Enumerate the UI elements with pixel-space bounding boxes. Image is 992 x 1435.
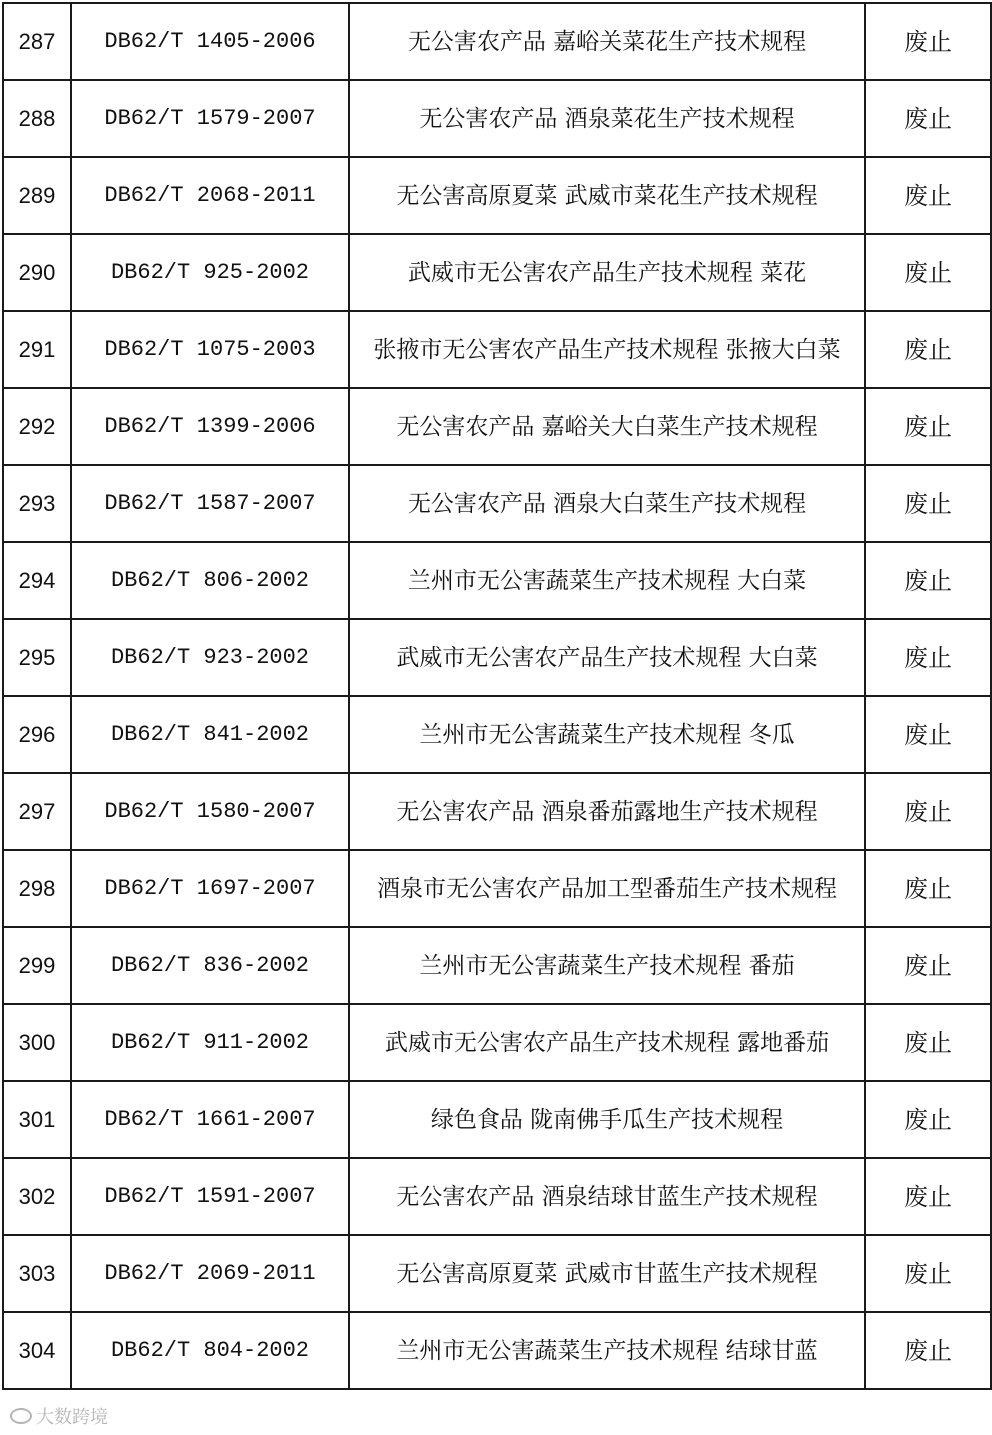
table-row (3, 388, 991, 465)
standard-title-cell: 武威市无公害农产品生产技术规程 菜花 (349, 234, 865, 311)
standard-code-cell: DB62/T 806-2002 (71, 542, 349, 619)
row-number-cell: 300 (3, 1004, 71, 1081)
standard-code-cell: DB62/T 1399-2006 (71, 388, 349, 465)
status-cell: 废止 (865, 850, 991, 927)
table-row (3, 619, 991, 696)
table-row (3, 80, 991, 157)
standard-title-cell: 无公害农产品 酒泉结球甘蓝生产技术规程 (349, 1158, 865, 1235)
standard-code-cell: DB62/T 1579-2007 (71, 80, 349, 157)
standard-code-cell: DB62/T 841-2002 (71, 696, 349, 773)
standard-code-cell: DB62/T 925-2002 (71, 234, 349, 311)
table-row (3, 1004, 991, 1081)
standard-title-cell: 兰州市无公害蔬菜生产技术规程 番茄 (349, 927, 865, 1004)
standard-title-cell: 无公害农产品 嘉峪关大白菜生产技术规程 (349, 388, 865, 465)
standard-code-cell: DB62/T 836-2002 (71, 927, 349, 1004)
status-cell: 废止 (865, 696, 991, 773)
standard-title-cell: 无公害农产品 酒泉番茄露地生产技术规程 (349, 773, 865, 850)
row-number-cell: 296 (3, 696, 71, 773)
standard-title-cell: 酒泉市无公害农产品加工型番茄生产技术规程 (349, 850, 865, 927)
standards-table (2, 2, 992, 1390)
watermark (10, 1403, 108, 1429)
row-number-cell: 287 (3, 3, 71, 80)
status-cell: 废止 (865, 3, 991, 80)
standard-code-cell: DB62/T 1405-2006 (71, 3, 349, 80)
row-number-cell: 295 (3, 619, 71, 696)
status-cell: 废止 (865, 80, 991, 157)
standard-title-cell: 无公害高原夏菜 武威市甘蓝生产技术规程 (349, 1235, 865, 1312)
row-number-cell: 302 (3, 1158, 71, 1235)
standard-code-cell: DB62/T 1591-2007 (71, 1158, 349, 1235)
status-cell: 废止 (865, 388, 991, 465)
status-cell: 废止 (865, 1235, 991, 1312)
standard-code-cell: DB62/T 2068-2011 (71, 157, 349, 234)
status-cell: 废止 (865, 542, 991, 619)
standard-title-cell: 兰州市无公害蔬菜生产技术规程 结球甘蓝 (349, 1312, 865, 1389)
table-row (3, 465, 991, 542)
status-cell: 废止 (865, 773, 991, 850)
standard-title-cell: 绿色食品 陇南佛手瓜生产技术规程 (349, 1081, 865, 1158)
standard-code-cell: DB62/T 1697-2007 (71, 850, 349, 927)
status-cell: 废止 (865, 1081, 991, 1158)
row-number-cell: 298 (3, 850, 71, 927)
standard-code-cell: DB62/T 1075-2003 (71, 311, 349, 388)
row-number-cell: 301 (3, 1081, 71, 1158)
standard-title-cell: 无公害高原夏菜 武威市菜花生产技术规程 (349, 157, 865, 234)
table-row (3, 773, 991, 850)
standard-code-cell: DB62/T 1587-2007 (71, 465, 349, 542)
standard-title-cell: 兰州市无公害蔬菜生产技术规程 大白菜 (349, 542, 865, 619)
standard-title-cell: 无公害农产品 嘉峪关菜花生产技术规程 (349, 3, 865, 80)
status-cell: 废止 (865, 157, 991, 234)
status-cell: 废止 (865, 311, 991, 388)
standard-code-cell: DB62/T 2069-2011 (71, 1235, 349, 1312)
standard-title-cell: 武威市无公害农产品生产技术规程 露地番茄 (349, 1004, 865, 1081)
standard-title-cell: 无公害农产品 酒泉菜花生产技术规程 (349, 80, 865, 157)
row-number-cell: 297 (3, 773, 71, 850)
row-number-cell: 299 (3, 927, 71, 1004)
row-number-cell: 303 (3, 1235, 71, 1312)
status-cell: 废止 (865, 619, 991, 696)
table-row (3, 311, 991, 388)
standard-code-cell: DB62/T 804-2002 (71, 1312, 349, 1389)
table-row (3, 234, 991, 311)
status-cell: 废止 (865, 1312, 991, 1389)
status-cell: 废止 (865, 465, 991, 542)
status-cell: 废止 (865, 927, 991, 1004)
table-row (3, 3, 991, 80)
standard-code-cell: DB62/T 1661-2007 (71, 1081, 349, 1158)
table-row (3, 157, 991, 234)
row-number-cell: 291 (3, 311, 71, 388)
weibo-logo-icon (10, 1408, 32, 1424)
row-number-cell: 292 (3, 388, 71, 465)
row-number-cell: 289 (3, 157, 71, 234)
standard-code-cell: DB62/T 911-2002 (71, 1004, 349, 1081)
table-row (3, 542, 991, 619)
watermark-text: 大数跨境 (36, 1407, 108, 1428)
standard-title-cell: 张掖市无公害农产品生产技术规程 张掖大白菜 (349, 311, 865, 388)
row-number-cell: 304 (3, 1312, 71, 1389)
status-cell: 废止 (865, 234, 991, 311)
row-number-cell: 288 (3, 80, 71, 157)
standard-code-cell: DB62/T 923-2002 (71, 619, 349, 696)
standard-title-cell: 武威市无公害农产品生产技术规程 大白菜 (349, 619, 865, 696)
standard-code-cell: DB62/T 1580-2007 (71, 773, 349, 850)
table-row (3, 1235, 991, 1312)
row-number-cell: 290 (3, 234, 71, 311)
table-row (3, 927, 991, 1004)
standard-title-cell: 无公害农产品 酒泉大白菜生产技术规程 (349, 465, 865, 542)
table-row (3, 696, 991, 773)
status-cell: 废止 (865, 1004, 991, 1081)
row-number-cell: 294 (3, 542, 71, 619)
standard-title-cell: 兰州市无公害蔬菜生产技术规程 冬瓜 (349, 696, 865, 773)
row-number-cell: 293 (3, 465, 71, 542)
table-row (3, 1081, 991, 1158)
table-row (3, 1312, 991, 1389)
table-row (3, 1158, 991, 1235)
table-row (3, 850, 991, 927)
standards-table-body (3, 3, 991, 1389)
status-cell: 废止 (865, 1158, 991, 1235)
